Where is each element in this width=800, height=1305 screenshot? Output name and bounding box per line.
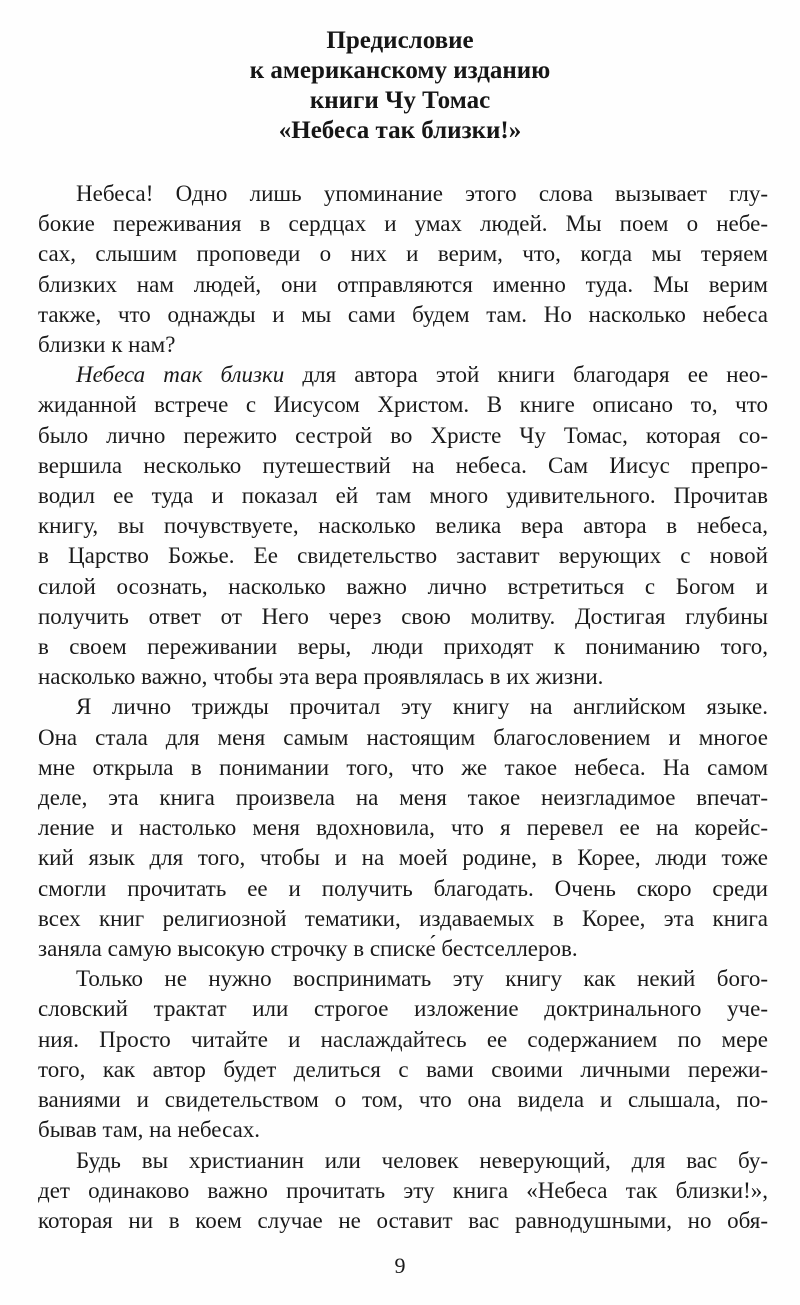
text-line: дет одинаково важно прочитать эту книга «Небеса так близки!», bbox=[38, 1177, 768, 1203]
text-line: всех книг религиозной тематики, издаваемых в Корее, эта книга bbox=[38, 905, 768, 931]
body-text bbox=[38, 179, 768, 1236]
title-line: к американскому изданию bbox=[249, 57, 551, 84]
text-line: ваниями и свидетельством о том, что она видела и слышала, по- bbox=[38, 1087, 768, 1113]
text-line: водил ее туда и показал ей там много удивительного. Прочитав bbox=[38, 483, 768, 509]
text-line: насколько важно, чтобы эта вера проявлялась в их жизни. bbox=[38, 664, 604, 690]
text-line: в своем переживании веры, люди приходят к пониманию того, bbox=[38, 634, 768, 660]
title-line: «Небеса так близки!» bbox=[278, 117, 522, 144]
text-line: заняла самую высокую строчку в списке́ бестселлеров. bbox=[38, 936, 578, 962]
text-line: Она стала для меня самым настоящим благословением и многое bbox=[38, 724, 768, 750]
paragraph bbox=[38, 360, 768, 692]
text-line: близких нам людей, они отправляются именно туда. Мы верим bbox=[38, 271, 768, 297]
title-line: книги Чу Томас bbox=[309, 87, 491, 114]
text-line: ление и настолько меня вдохновила, что я перевел ее на корейс- bbox=[38, 815, 768, 841]
text-line: вершила несколько путешествий на небеса. Сам Иисус препро- bbox=[38, 452, 768, 478]
title-line: Предисловие bbox=[326, 27, 474, 54]
page-number: 9 bbox=[394, 1253, 406, 1278]
text-line: получить ответ от Него через свою молитву. Достигая глубины bbox=[38, 603, 768, 629]
text-line: смогли прочитать ее и получить благодать. Очень скоро среди bbox=[38, 875, 768, 901]
paragraph bbox=[38, 1146, 768, 1237]
text-line: мне открыла в понимании того, что же такое небеса. На самом bbox=[38, 754, 768, 780]
text-line: было лично пережито сестрой во Христе Чу Томас, которая со- bbox=[38, 422, 768, 448]
paragraph bbox=[38, 179, 768, 360]
text-line: жиданной встрече с Иисусом Христом. В книге описано то, что bbox=[38, 392, 768, 418]
text-line: сах, слышим проповеди о них и верим, что, когда мы теряем bbox=[38, 241, 768, 267]
text-line: бокие переживания в сердцах и умах людей. Мы поем о небе- bbox=[38, 211, 768, 237]
text-line: Я лично трижды прочитал эту книгу на английском языке. bbox=[76, 694, 768, 720]
text-line: бывав там, на небесах. bbox=[38, 1117, 261, 1143]
text-line: того, как автор будет делиться с вами своими личными пережи- bbox=[38, 1056, 768, 1082]
chapter-title bbox=[0, 0, 800, 146]
text-line: книгу, вы почувствуете, насколько велика вера автора в небеса, bbox=[38, 513, 768, 539]
text-line: также, что однажды и мы сами будем там. Но насколько небеса bbox=[38, 301, 768, 327]
text-line: ния. Просто читайте и наслаждайтесь ее содержанием по мере bbox=[38, 1026, 768, 1052]
text-line: деле, эта книга произвела на меня такое неизгладимое впечат- bbox=[38, 785, 768, 811]
paragraph bbox=[38, 692, 768, 964]
text-line: Будь вы христианин или человек неверующий, для вас бу- bbox=[76, 1147, 768, 1173]
text-line: Небеса так близки для автора этой книги благодаря ее нео- bbox=[76, 362, 768, 388]
text-line: словский трактат или строгое изложение доктринального уче- bbox=[38, 996, 768, 1022]
paragraph bbox=[38, 964, 768, 1145]
text-line: кий язык для того, чтобы и на моей родине, в Корее, люди тоже bbox=[38, 845, 768, 871]
text-line: которая ни в коем случае не оставит вас равнодушными, но обя- bbox=[38, 1207, 768, 1233]
text-line: Небеса! Одно лишь упоминание этого слова вызывает глу- bbox=[76, 181, 768, 206]
text-line: силой осознать, насколько важно лично встретиться с Богом и bbox=[38, 573, 768, 599]
text-line: близки к нам? bbox=[38, 332, 176, 358]
italic-book-title: Небеса так близки bbox=[76, 362, 285, 388]
text-line: Только не нужно воспринимать эту книгу как некий бого- bbox=[76, 966, 768, 992]
text-line: в Царство Божье. Ее свидетельство заставит верующих с новой bbox=[38, 543, 768, 569]
